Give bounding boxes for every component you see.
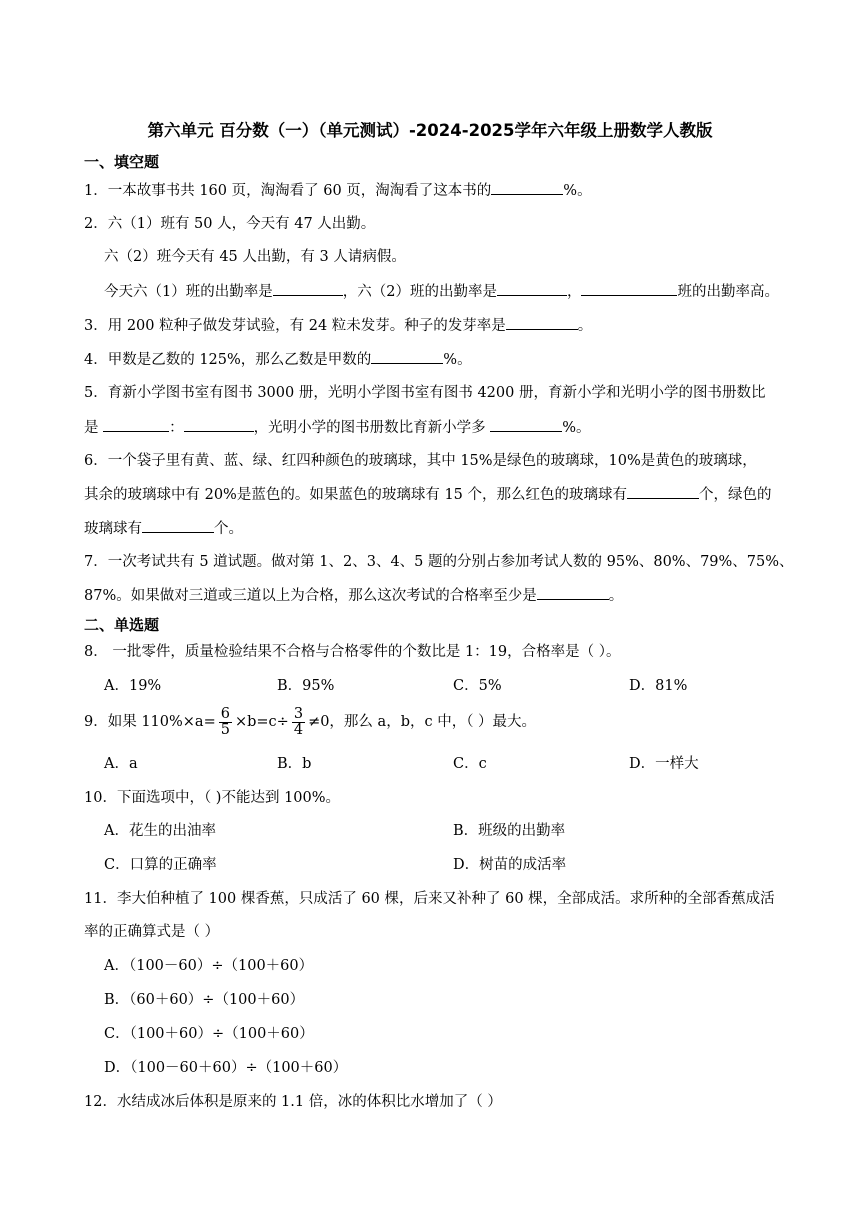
q6-text-d: 个。 xyxy=(214,521,243,537)
fraction-numerator: 6 xyxy=(220,705,230,722)
fraction-denominator: 5 xyxy=(220,721,230,738)
question-6-line1: 6．一个袋子里有黄、蓝、绿、红四种颜色的玻璃球，其中 15%是绿色的玻璃球，10%是黄色的玻璃球， xyxy=(84,453,757,469)
q5-text-a: 是 xyxy=(84,420,104,436)
question-4 xyxy=(84,349,472,370)
q1-text: 1．一本故事书共 160 页，淘淘看了 60 页，淘淘看了这本书的 xyxy=(84,183,492,199)
question-2-line2: 六（2）班今天有 45 人出勤，有 3 人请病假。 xyxy=(104,249,406,265)
q9-text-b: ×b=c÷ xyxy=(234,714,289,730)
q9-option-a[interactable]: A．a xyxy=(104,756,138,772)
fraction-numerator: 3 xyxy=(293,705,304,722)
question-11-line2: 率的正确算式是（ ） xyxy=(84,924,220,940)
q8-option-d[interactable]: D．81% xyxy=(629,678,688,694)
q4-suffix: %。 xyxy=(443,352,472,368)
q3-suffix: 。 xyxy=(577,318,593,334)
q6-text-b: 个，绿色的 xyxy=(699,487,772,503)
q9-text-c: ≠0，那么 a，b，c 中，（ ）最大。 xyxy=(308,714,537,730)
q9-text-a: 9．如果 110%×a= xyxy=(84,714,216,730)
question-10: 10．下面选项中，（ )不能达到 100%。 xyxy=(84,790,341,806)
question-6-line3 xyxy=(84,518,243,539)
q2-text-b: ，六（2）班的出勤率是 xyxy=(342,284,497,300)
q3-text: 3．用 200 粒种子做发芽试验，有 24 粒未发芽。种子的发芽率是 xyxy=(84,318,506,334)
q5-text-b: ： xyxy=(169,420,184,436)
q8-option-b[interactable]: B．95% xyxy=(277,678,335,694)
q7-text-a: 87%。如果做对三道或三道以上为合格，那么这次考试的合格率至少是 xyxy=(84,588,537,604)
q11-option-d[interactable]: D．（100－60＋60）÷（100＋60） xyxy=(104,1060,348,1076)
question-8: 8． 一批零件，质量检验结果不合格与合格零件的个数比是 1：19，合格率是（ ）。 xyxy=(84,644,621,660)
answer-blank[interactable] xyxy=(273,281,343,296)
question-5-line1: 5．育新小学图书室有图书 3000 册，光明小学图书室有图书 4200 册，育新小学和光明小学的图书册数比 xyxy=(84,385,766,401)
section-heading-single-choice: 二、单选题 xyxy=(84,616,160,634)
answer-blank[interactable] xyxy=(490,417,562,432)
q2-text-c: ， xyxy=(566,284,582,300)
answer-blank[interactable] xyxy=(103,417,169,432)
q11-option-b[interactable]: B．（60＋60）÷（100＋60） xyxy=(104,992,305,1008)
q7-text-b: 。 xyxy=(608,588,624,604)
question-12: 12．水结成冰后体积是原来的 1.1 倍，冰的体积比水增加了（ ） xyxy=(84,1094,502,1110)
page-title: 第六单元 百分数（一）（单元测试）-2024-2025学年六年级上册数学人教版 xyxy=(147,121,713,140)
answer-blank[interactable] xyxy=(371,349,443,364)
question-3 xyxy=(84,315,592,336)
question-9 xyxy=(84,703,536,741)
question-6-line2 xyxy=(84,484,772,505)
question-1 xyxy=(84,180,592,201)
answer-blank[interactable] xyxy=(497,281,567,296)
q9-option-d[interactable]: D．一样大 xyxy=(629,756,699,772)
q6-text-c: 玻璃球有 xyxy=(84,521,142,537)
q8-option-a[interactable]: A．19% xyxy=(104,678,162,694)
question-5-line2 xyxy=(84,417,591,438)
q6-text-a: 其余的玻璃球中有 20%是蓝色的。如果蓝色的玻璃球有 15 个，那么红色的玻璃球有 xyxy=(84,487,628,503)
q11-option-c[interactable]: C．（100＋60）÷（100＋60） xyxy=(104,1026,314,1042)
section-heading-fill-blank: 一、填空题 xyxy=(84,153,160,171)
fraction-denominator: 4 xyxy=(293,721,304,738)
q10-option-a[interactable]: A．花生的出油率 xyxy=(104,823,216,839)
fraction-three-quarters xyxy=(292,707,305,738)
q11-option-a[interactable]: A．（100－60）÷（100＋60） xyxy=(104,958,314,974)
answer-blank[interactable] xyxy=(581,281,677,296)
q1-suffix: %。 xyxy=(563,183,592,199)
q4-text: 4．甲数是乙数的 125%，那么乙数是甲数的 xyxy=(84,352,372,368)
question-11-line1: 11．李大伯种植了 100 棵香蕉，只成活了 60 棵，后来又补种了 60 棵，全部成活。求所种的全部香蕉成活 xyxy=(84,891,775,907)
q10-option-b[interactable]: B．班级的出勤率 xyxy=(453,823,566,839)
q10-option-d[interactable]: D．树苗的成活率 xyxy=(453,857,567,873)
q5-text-d: %。 xyxy=(562,420,591,436)
q10-option-c[interactable]: C．口算的正确率 xyxy=(104,857,217,873)
fraction-six-fifths xyxy=(219,707,232,738)
question-2-line3 xyxy=(104,281,779,302)
q2-text-d: 班的出勤率高。 xyxy=(677,284,779,300)
answer-blank[interactable] xyxy=(627,484,699,499)
q9-option-b[interactable]: B．b xyxy=(277,756,312,772)
question-7-line2 xyxy=(84,585,623,606)
q8-option-c[interactable]: C．5% xyxy=(453,678,502,694)
answer-blank[interactable] xyxy=(142,518,214,533)
question-2-line1: 2．六（1）班有 50 人，今天有 47 人出勤。 xyxy=(84,216,376,232)
answer-blank[interactable] xyxy=(491,180,563,195)
q5-text-c: ，光明小学的图书册数比育新小学多 xyxy=(253,420,491,436)
q9-option-c[interactable]: C．c xyxy=(453,756,487,772)
answer-blank[interactable] xyxy=(184,417,254,432)
answer-blank[interactable] xyxy=(506,315,578,330)
answer-blank[interactable] xyxy=(537,585,609,600)
question-7-line1: 7．一次考试共有 5 道试题。做对第 1、2、3、4、5 题的分别占参加考试人数的 95%、80%、79%、75%、 xyxy=(84,554,794,570)
q2-text-a: 今天六（1）班的出勤率是 xyxy=(104,284,273,300)
